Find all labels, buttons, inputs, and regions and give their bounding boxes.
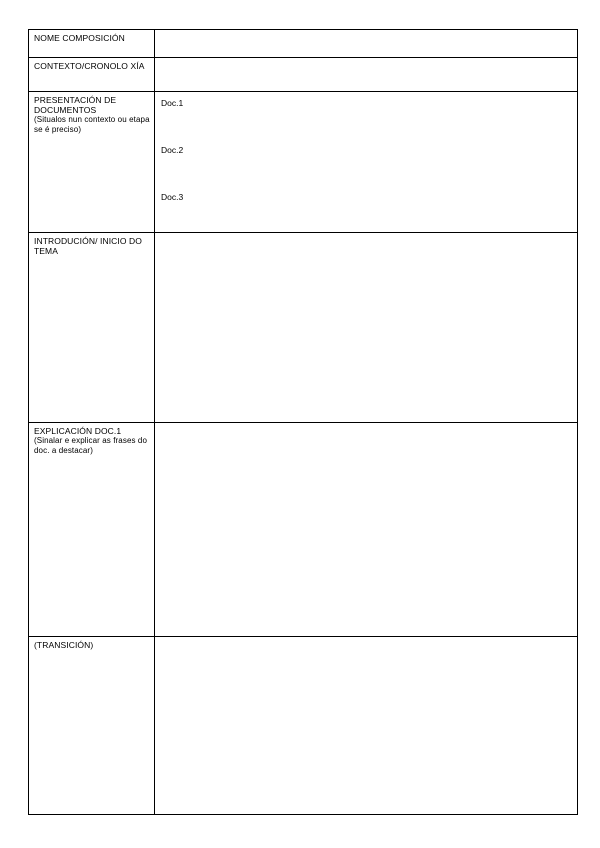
row-label-presentacion xyxy=(29,92,155,233)
label-note: (Situalos nun contexto ou etapa se é preciso) xyxy=(34,115,150,134)
doc2-label: Doc.2 xyxy=(161,145,184,155)
form-row-contexto xyxy=(29,58,578,92)
field-transicion[interactable] xyxy=(155,637,578,815)
doc3-label: Doc.3 xyxy=(161,192,184,202)
label-text: CONTEXTO/CRONOLO XÍA xyxy=(34,61,145,71)
label-text: PRESENTACIÓN DE DOCUMENTOS xyxy=(34,95,117,115)
field-contexto[interactable] xyxy=(155,58,578,92)
row-label-explicacion xyxy=(29,423,155,637)
row-label-introducion xyxy=(29,233,155,423)
composition-form-table xyxy=(28,29,578,815)
form-row-explicacion xyxy=(29,423,578,637)
row-label-transicion xyxy=(29,637,155,815)
form-row-nome xyxy=(29,30,578,58)
field-nome[interactable] xyxy=(155,30,578,58)
label-text: (TRANSICIÓN) xyxy=(34,640,94,650)
form-row-transicion xyxy=(29,637,578,815)
field-explicacion[interactable] xyxy=(155,423,578,637)
row-label-nome xyxy=(29,30,155,58)
form-row-presentacion xyxy=(29,92,578,233)
label-text: INTRODUCIÓN/ INICIO DO TEMA xyxy=(34,236,142,256)
label-note: (Sinalar e explicar as frases do doc. a destacar) xyxy=(34,436,148,455)
field-introducion[interactable] xyxy=(155,233,578,423)
row-label-contexto xyxy=(29,58,155,92)
form-row-introducion xyxy=(29,233,578,423)
label-text: EXPLICACIÓN DOC.1 xyxy=(34,426,122,436)
doc1-label: Doc.1 xyxy=(161,98,184,108)
field-presentacion[interactable] xyxy=(155,92,578,233)
label-text: NOME COMPOSICIÓN xyxy=(34,33,125,43)
